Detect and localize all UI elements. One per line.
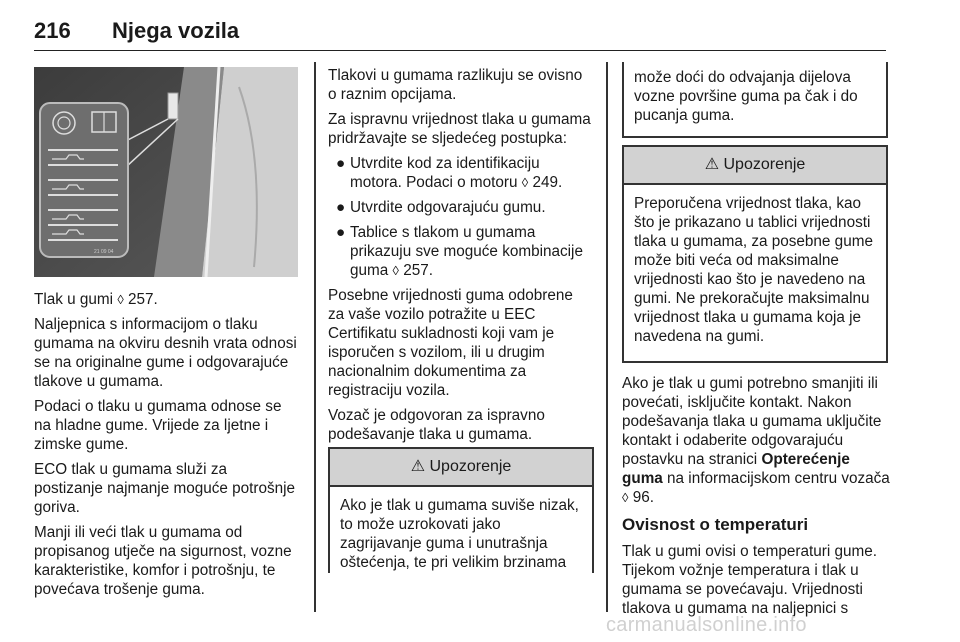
- paragraph: Manji ili veći tlak u gumama od propisanog utječe na sigurnost, vozne karakteristike, komfor i potrošnju, te povećava trošenje guma.: [34, 524, 292, 598]
- tyre-pressure-label-illustration: [34, 67, 298, 277]
- subheading: Ovisnost o temperaturi: [622, 515, 809, 534]
- bullet-icon: ●: [336, 224, 346, 241]
- list-item: ● Utvrdite odgovarajuću gumu.: [336, 199, 546, 216]
- warning-text: Ako je tlak u gumama suviše nizak, to može uzrokovati jako zagrijavanje guma i unutrašnja oštećenja, te pri velikim brzinama: [340, 497, 579, 571]
- bullet-icon: ●: [336, 155, 346, 172]
- warning-box: [328, 447, 594, 573]
- warning-box-continued: [622, 62, 888, 138]
- column-3: [622, 374, 890, 624]
- menu-option-name: Opterećenje guma: [622, 451, 850, 487]
- paragraph: Posebne vrijednosti guma odobrene za vaše vozilo potražite u EEC Certifikatu sukladnosti koji vam je isporučen s vozilom, ili u drugim nacionalnim dokumentima za registraciju vozila.: [328, 287, 573, 399]
- paragraph: Za ispravnu vrijednost tlaka u gumama pridržavajte se sljedećeg postupka:: [328, 111, 591, 147]
- column-divider: [606, 62, 608, 612]
- illustration-code: 21 09 04: [94, 249, 114, 255]
- procedure-list: [328, 154, 592, 280]
- section-title: Njega vozila: [112, 18, 240, 43]
- column-divider: [314, 62, 316, 612]
- paragraph: Tlak u gumi ◊ 257.: [34, 291, 158, 308]
- paragraph: Ako je tlak u gumi potrebno smanjiti ili povećati, isključite kontakt. Nakon podešavanja tlaka u gumama uključite kontakt i odaberite odgovarajuću postavku na stranici Opterećenje guma na informacijskom centru vozača ◊ 96.: [622, 375, 890, 506]
- page-ref-icon: ◊: [521, 175, 529, 190]
- warning-triangle-icon: ⚠: [410, 458, 426, 475]
- paragraph: Tlakovi u gumama razlikuju se ovisno o raznim opcijama.: [328, 67, 583, 103]
- list-item: ● Utvrdite kod za identifikaciju motora. Podaci o motoru ◊ 249.: [336, 155, 563, 191]
- page-ref-icon: ◊: [392, 263, 399, 278]
- warning-text: može doći do odvajanja dijelova vozne površine guma pa čak i do pucanja guma.: [634, 69, 858, 124]
- paragraph: Vozač je odgovoran za ispravno podešavanje tlaka u gumama.: [328, 407, 545, 443]
- warning-header: ⚠ Upozorenje: [624, 147, 886, 185]
- page-ref-icon: ◊: [117, 292, 124, 307]
- page-header: [34, 10, 886, 51]
- paragraph: Tlak u gumi ovisi o temperaturi gume. Tijekom vožnje temperatura i tlak u gumama se povećavaju. Vrijednosti tlakova u gumama na naljepnici s: [622, 543, 878, 617]
- paragraph: Podaci o tlaku u gumama odnose se na hladne gume. Vrijede za ljetne i zimske gume.: [34, 398, 282, 453]
- warning-box: [622, 145, 888, 363]
- page-number: 216: [34, 18, 71, 43]
- column-2: [328, 66, 592, 450]
- paragraph: ECO tlak u gumama služi za postizanje najmanje moguće potrošnje goriva.: [34, 461, 296, 516]
- paragraph: Naljepnica s informacijom o tlaku gumama na okviru desnih vrata odnosi se na originalne gume i odgovarajuće tlakove u gumama.: [34, 316, 297, 390]
- list-item: ● Tablice s tlakom u gumama prikazuju sve moguće kombinacije guma ◊ 257.: [336, 224, 583, 279]
- column-1: [34, 290, 300, 605]
- page-ref-icon: ◊: [622, 490, 629, 505]
- warning-triangle-icon: ⚠: [704, 156, 720, 173]
- warning-header: ⚠ Upozorenje: [330, 449, 592, 487]
- bullet-icon: ●: [336, 199, 346, 216]
- watermark: carmanualsonline.info: [606, 614, 807, 636]
- warning-text: Preporučena vrijednost tlaka, kao što je prikazano u tablici vrijednosti tlaka u gumama, za posebne gume može biti veća od maksimalne vrijednosti kao što je navedeno na gumi. Ne prekoračujte maksimalnu vrijednost tlaka u gumama koja je navedena na gumi.: [634, 195, 873, 345]
